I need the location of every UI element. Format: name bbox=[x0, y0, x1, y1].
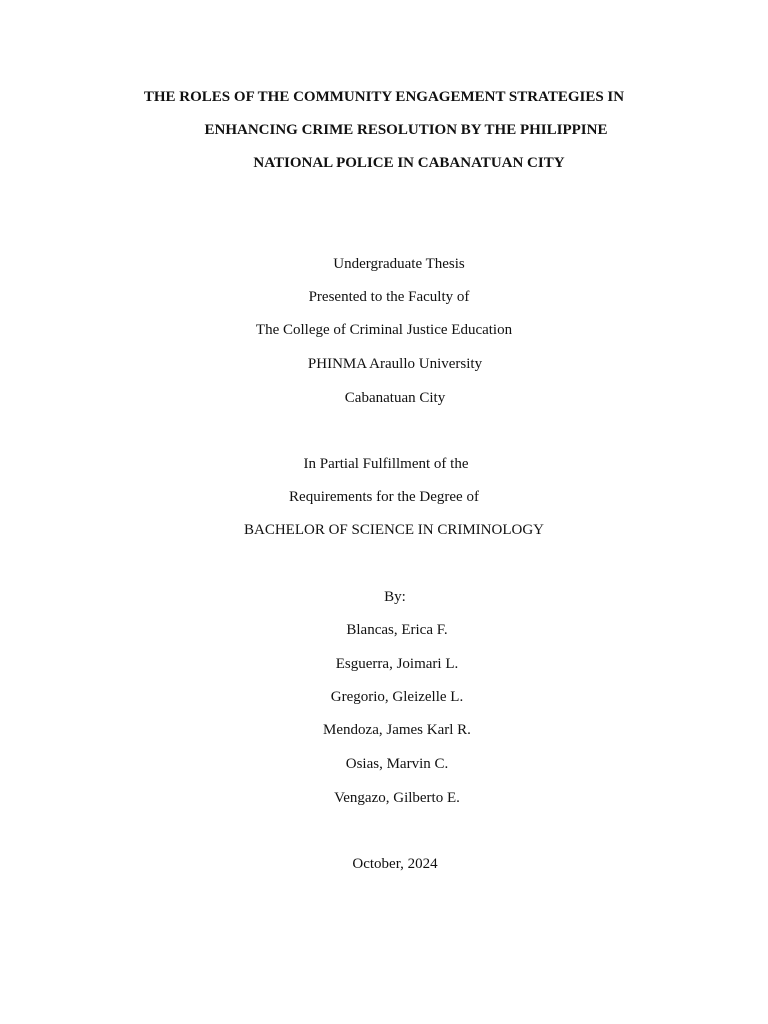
thesis-title-line-2: ENHANCING CRIME RESOLUTION BY THE PHILIPPINE bbox=[204, 122, 608, 138]
college-name: The College of Criminal Justice Education bbox=[255, 322, 513, 338]
thesis-title-line-3: NATIONAL POLICE IN CABANATUAN CITY bbox=[253, 155, 565, 171]
fulfillment-line-2: Requirements for the Degree of bbox=[289, 489, 479, 505]
by-label: By: bbox=[384, 589, 406, 605]
city-name: Cabanatuan City bbox=[344, 390, 446, 406]
presented-to: Presented to the Faculty of bbox=[308, 289, 470, 305]
university-name: PHINMA Araullo University bbox=[307, 356, 483, 372]
author-name: Mendoza, James Karl R. bbox=[323, 722, 471, 738]
submission-date: October, 2024 bbox=[352, 856, 438, 872]
author-name: Esguerra, Joimari L. bbox=[335, 656, 459, 672]
fulfillment-line-1: In Partial Fulfillment of the bbox=[303, 456, 469, 472]
author-name: Blancas, Erica F. bbox=[346, 622, 448, 638]
author-name: Vengazo, Gilberto E. bbox=[334, 790, 460, 806]
thesis-title-line-1: THE ROLES OF THE COMMUNITY ENGAGEMENT STRATEGIES IN bbox=[143, 89, 625, 105]
author-name: Osias, Marvin C. bbox=[345, 756, 449, 772]
author-name: Gregorio, Gleizelle L. bbox=[330, 689, 464, 705]
thesis-type: Undergraduate Thesis bbox=[333, 256, 465, 272]
degree-name: BACHELOR OF SCIENCE IN CRIMINOLOGY bbox=[243, 522, 544, 538]
